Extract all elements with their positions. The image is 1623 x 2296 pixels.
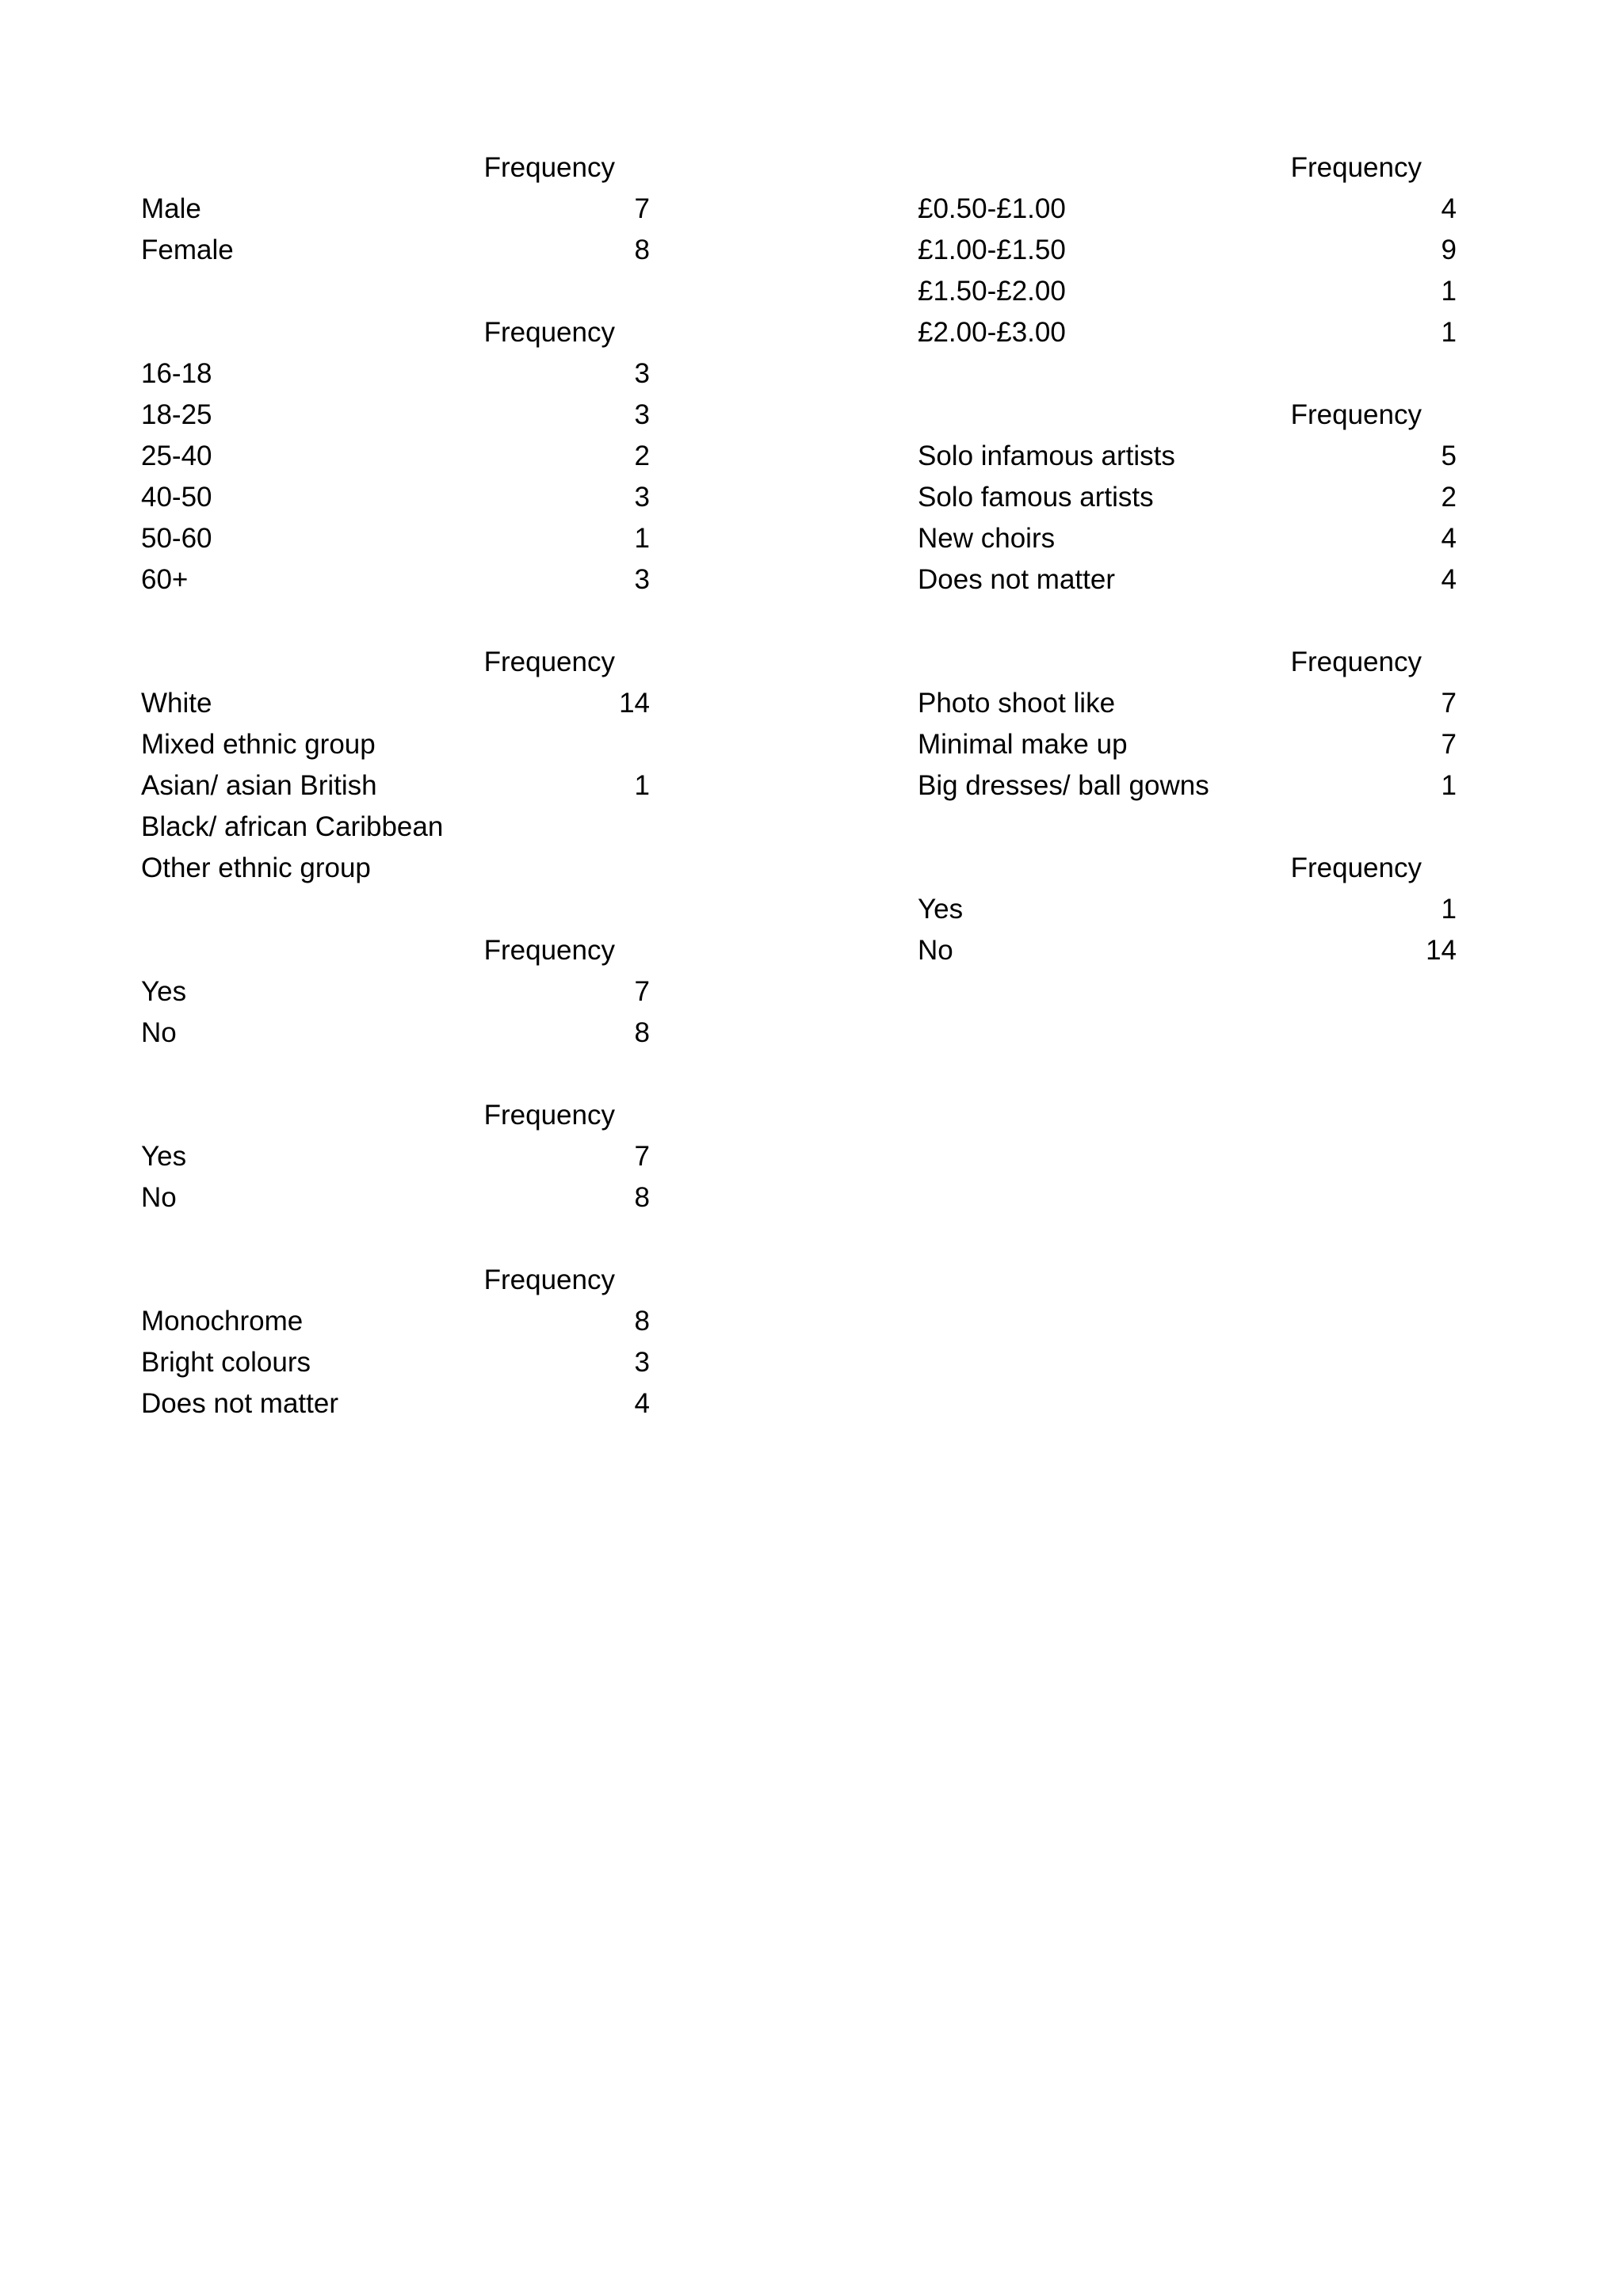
row-value: 3 [634,358,650,389]
row-value: 7 [1441,729,1457,760]
row-value: 2 [1441,482,1457,513]
row-label: Asian/ asian British [141,770,377,801]
row-value: 1 [1441,276,1457,307]
table-row [141,683,650,724]
table-header-row [918,642,1457,683]
row-value: 1 [1441,894,1457,925]
row-value: 14 [1426,935,1457,966]
row-label: Yes [918,894,964,925]
row-label: Bright colours [141,1347,311,1378]
table-row [918,559,1457,601]
spacer-row [141,601,650,642]
row-value: 4 [634,1388,650,1419]
table-row [918,765,1457,807]
table-row [141,559,650,601]
table-header-row [918,395,1457,436]
table-row [141,189,650,230]
table-row [141,765,650,807]
row-label: No [918,935,953,966]
column-header: Frequency [483,1100,615,1131]
row-value: 3 [634,482,650,513]
table-header-row [141,1095,650,1136]
row-label: 25-40 [141,441,212,471]
row-label: Does not matter [141,1388,338,1419]
column-header: Frequency [483,152,615,183]
column-header: Frequency [1290,646,1422,677]
table-row [141,1136,650,1177]
table-row [918,312,1457,353]
table-row [141,353,650,395]
row-label: Photo shoot like [918,688,1116,719]
row-label: Big dresses/ ball gowns [918,770,1209,801]
row-value: 1 [634,770,650,801]
spacer-row [141,1054,650,1095]
row-label: Male [141,193,201,224]
table-row [918,436,1457,477]
table-row [141,971,650,1013]
row-label: Black/ african Caribbean [141,811,444,842]
spacer-row [141,1219,650,1260]
row-label: 50-60 [141,523,212,554]
row-value: 5 [1441,441,1457,471]
row-value [482,724,650,765]
table-header-row [141,147,650,189]
table-row [141,230,650,271]
row-label: 40-50 [141,482,212,513]
row-value: 7 [634,1141,650,1172]
row-value: 1 [1441,317,1457,348]
row-value: 7 [634,976,650,1007]
row-value: 14 [619,688,650,719]
row-label: No [141,1017,177,1048]
table-row [141,518,650,559]
table-row [141,1342,650,1383]
table-row [918,477,1457,518]
column-header: Frequency [483,317,615,348]
row-value: 8 [634,1017,650,1048]
table-row [141,848,650,889]
row-value: 3 [634,564,650,595]
row-value [482,848,650,889]
row-label: Does not matter [918,564,1115,595]
row-label: No [141,1182,177,1213]
row-label: Other ethnic group [141,852,371,883]
table-row [918,683,1457,724]
table-header-row [141,1260,650,1301]
row-value: 2 [634,441,650,471]
row-value [482,807,650,848]
table-row [918,930,1457,971]
row-value: 9 [1441,235,1457,265]
column-header: Frequency [1290,152,1422,183]
table-row [141,1177,650,1219]
table-header-row [141,312,650,353]
table-row [918,271,1457,312]
row-value: 4 [1441,523,1457,554]
table-row [141,724,650,765]
row-label: Solo infamous artists [918,441,1175,471]
spacer-row [141,271,650,312]
column-header: Frequency [1290,852,1422,883]
row-value: 3 [634,399,650,430]
spacer-row [141,889,650,930]
left-column [141,147,650,1425]
row-label: Minimal make up [918,729,1128,760]
column-header: Frequency [1290,399,1422,430]
table-row [918,889,1457,930]
row-value: 8 [634,235,650,265]
frequency-tables-left [141,147,650,1425]
row-label: 60+ [141,564,189,595]
table-header-row [141,930,650,971]
table-header-row [918,147,1457,189]
spacer-row [918,601,1457,642]
row-value: 1 [1441,770,1457,801]
row-label: Yes [141,976,187,1007]
row-label: New choirs [918,523,1056,554]
row-value: 8 [634,1182,650,1213]
row-value: 7 [1441,688,1457,719]
row-label: 16-18 [141,358,212,389]
column-header: Frequency [483,1264,615,1295]
row-label: Female [141,235,234,265]
row-label: Solo famous artists [918,482,1154,513]
column-header: Frequency [483,935,615,966]
row-value: 4 [1441,564,1457,595]
row-label: £0.50-£1.00 [918,193,1066,224]
row-label: 18-25 [141,399,212,430]
column-header: Frequency [483,646,615,677]
table-row [141,807,650,848]
table-row [918,189,1457,230]
table-row [141,436,650,477]
row-value: 4 [1441,193,1457,224]
frequency-tables-right [918,147,1457,971]
table-row [141,1383,650,1425]
spacer-row [918,353,1457,395]
table-header-row [918,848,1457,889]
row-value: 1 [634,523,650,554]
row-label: £1.50-£2.00 [918,276,1066,307]
spacer-row [918,807,1457,848]
row-value: 3 [634,1347,650,1378]
table-row [141,1013,650,1054]
row-label: £2.00-£3.00 [918,317,1066,348]
row-label: £1.00-£1.50 [918,235,1066,265]
table-row [918,724,1457,765]
row-value: 8 [634,1306,650,1337]
table-header-row [141,642,650,683]
row-label: Monochrome [141,1306,304,1337]
right-column [918,147,1457,971]
row-label: Yes [141,1141,187,1172]
row-label: Mixed ethnic group [141,729,376,760]
table-row [918,230,1457,271]
row-value: 7 [634,193,650,224]
table-row [141,477,650,518]
table-row [141,1301,650,1342]
row-label: White [141,688,212,719]
table-row [141,395,650,436]
table-row [918,518,1457,559]
